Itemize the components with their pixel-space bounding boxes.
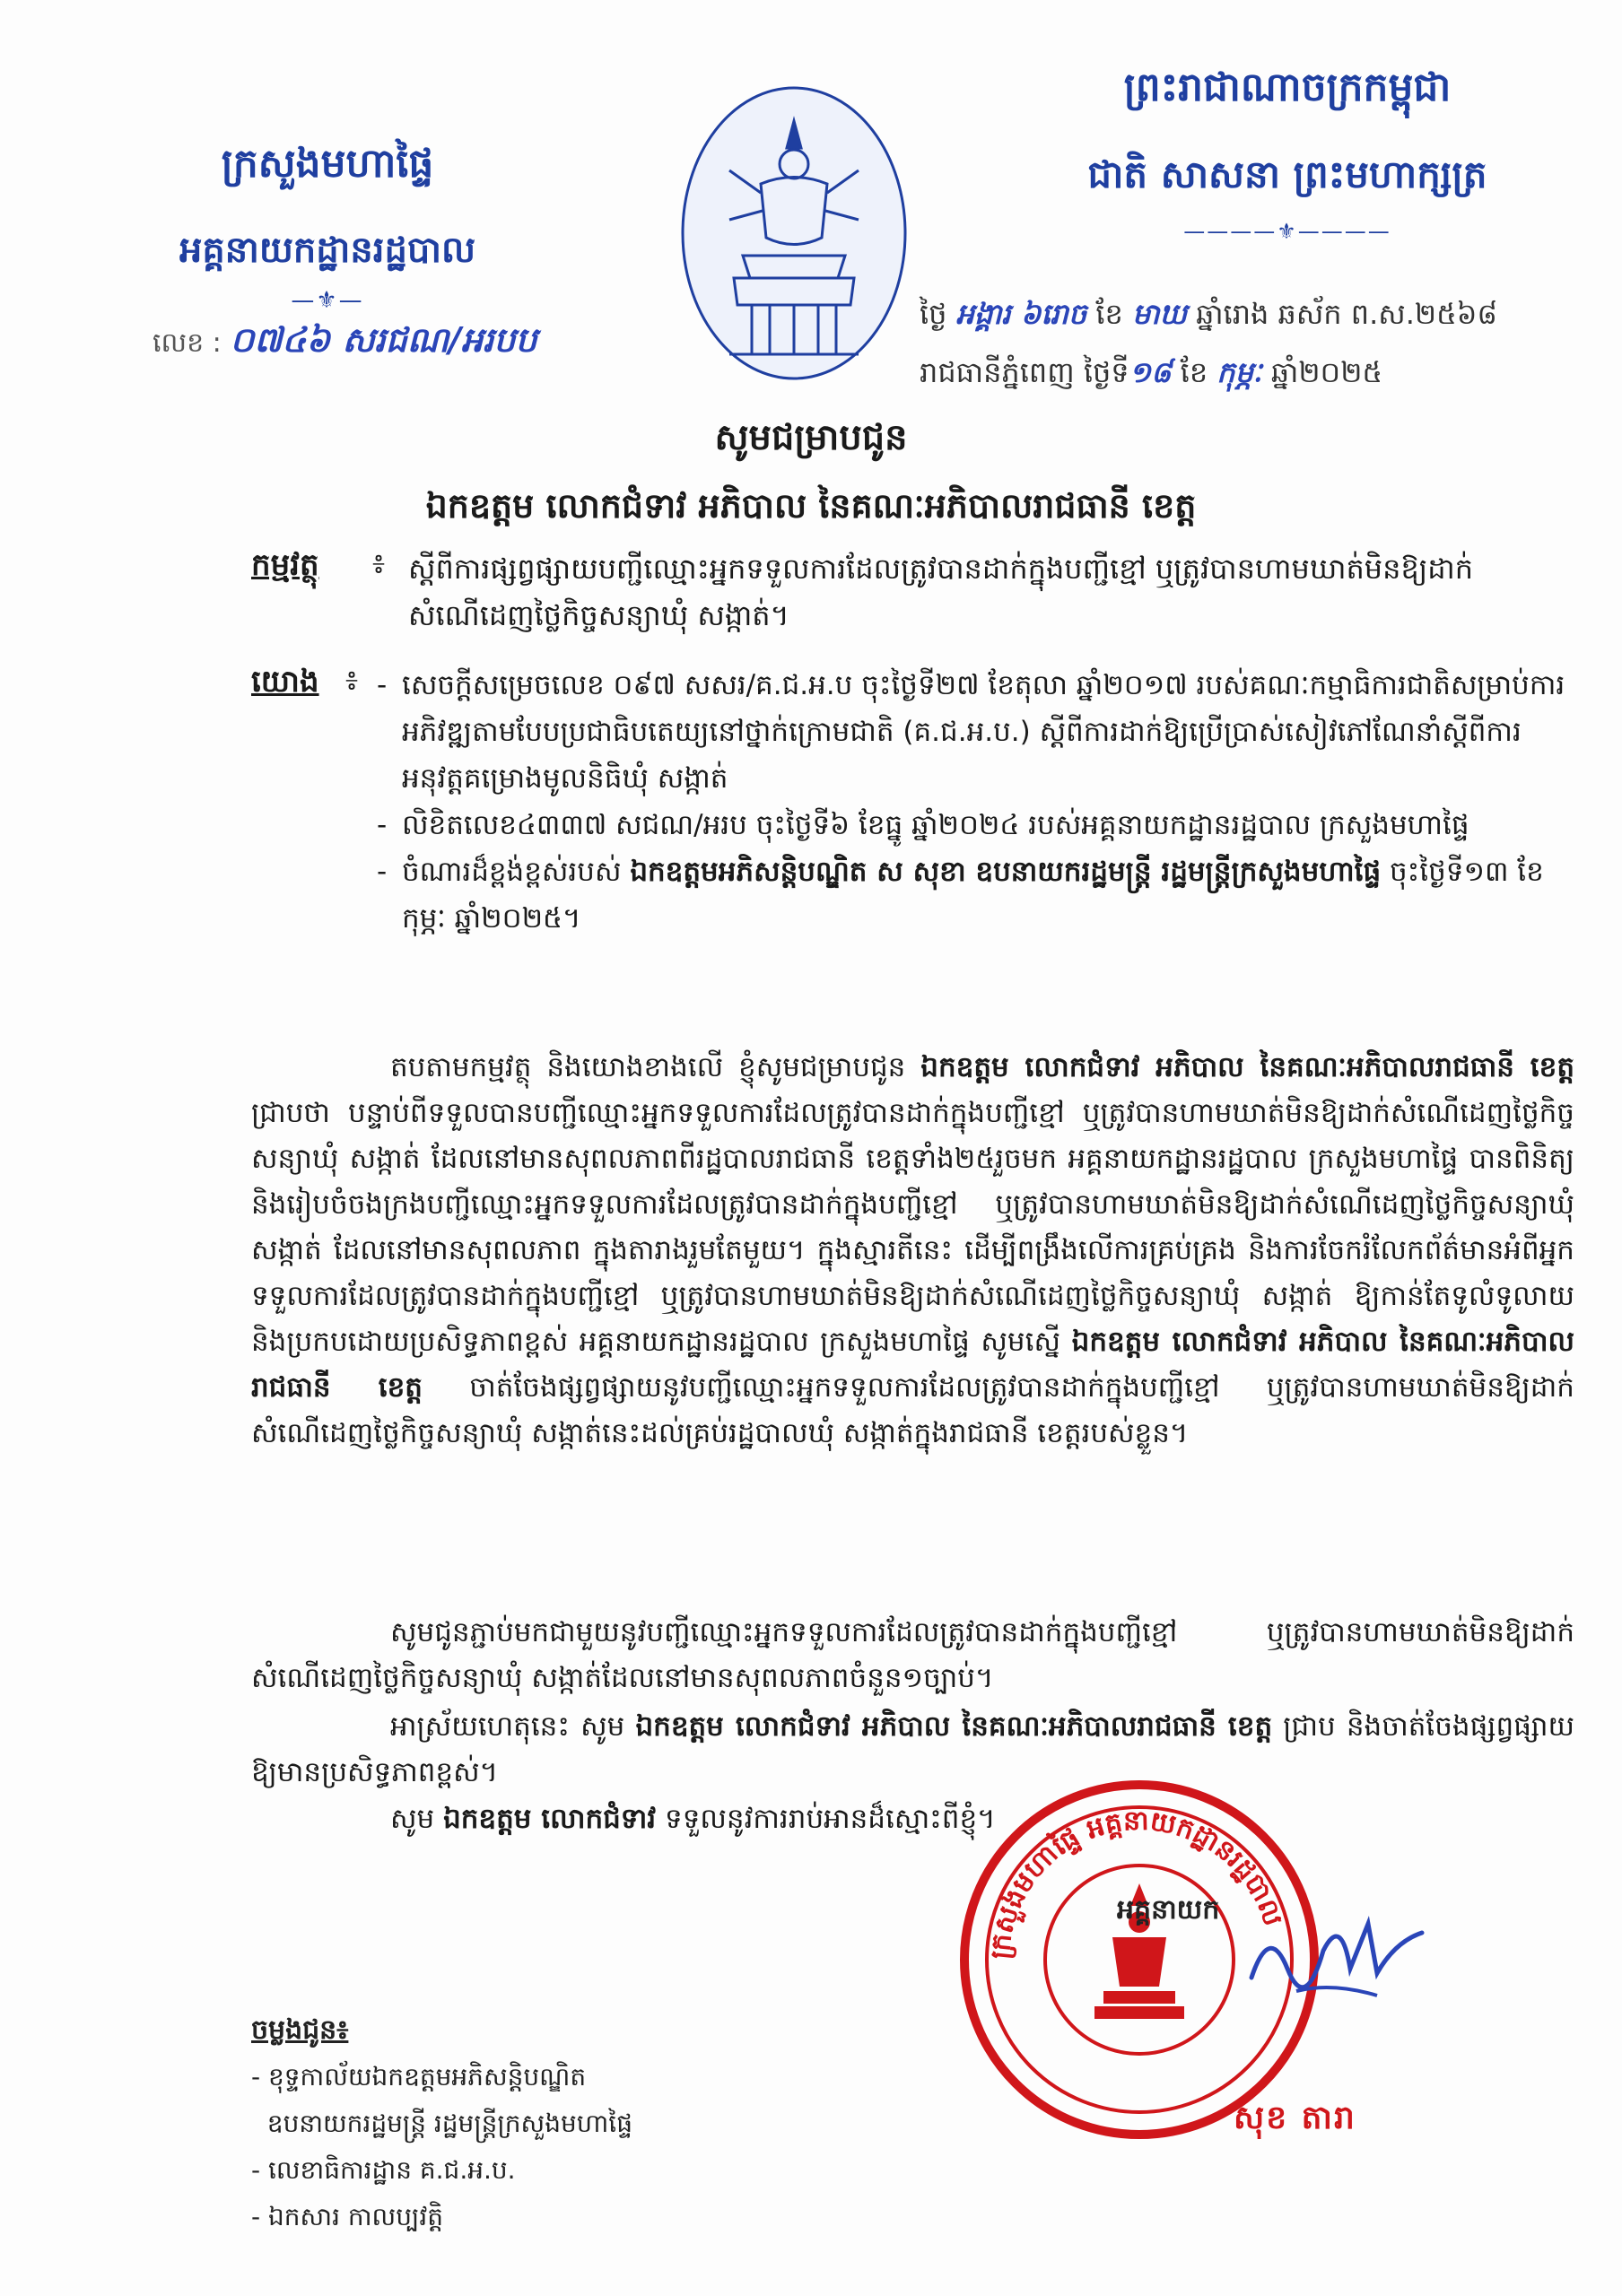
references-colon: ៖ [345,663,359,697]
reference-item: - លិខិតលេខ៤៣៣៧ សជណ/អរប ចុះថ្ងៃទី៦ ខែធ្នូ ឆ្នាំ២០២៤ របស់អគ្គនាយកដ្ឋានរដ្ឋបាល ក្រសួងមហាផ្ទៃ [377,809,1469,841]
subject-colon: ៖ [372,546,386,580]
svg-text:ក្រសួងមហាផ្ទៃ អគ្គនាយកដ្ឋានរដ្: ក្រសួងមហាផ្ទៃ អគ្គនាយកដ្ឋានរដ្ឋបាល [984,1805,1289,1961]
ornament-divider-right: ————⚜———— [1183,219,1391,244]
lunar-date-suffix: ឆ្នាំរោង ឆស័ក ព.ស.២៥៦៨ [1196,297,1498,331]
body-paragraph-4: សូម ឯកឧត្តម លោកជំទាវ ទទួលនូវការរាប់អានដ៏ស្មោះពីខ្ញុំ។ [390,1803,996,1835]
solar-date-day: ១៨ [1129,355,1172,389]
cc-item: - ខុទ្ទកាល័យឯកឧត្តមអភិសន្តិបណ្ឌិត [251,2062,587,2092]
kingdom-header [1072,63,1503,244]
lunar-date-prefix: ថ្ងៃ [920,297,947,331]
signatory-title: អគ្គនាយក [1117,1894,1220,1926]
solar-date-suffix: ឆ្នាំ២០២៥ [1270,355,1383,389]
lunar-date-month: មាឃ [1131,297,1187,331]
solar-date-month: កុម្ភៈ [1216,355,1262,389]
reference-number [153,318,537,369]
reference-number-value: ០៧៤៦ សរជណ/អរបប [230,320,537,360]
lunar-date-weekday: អង្គារ ៦រោច [955,297,1087,331]
body-paragraph-2: សូមជូនភ្ជាប់មកជាមួយនូវបញ្ជីឈ្មោះអ្នកទទួលការដែលត្រូវបានដាក់ក្នុងបញ្ជីខ្មៅ ឬត្រូវបានហាមឃាត់មិនឱ្យដាក់សំណើដេញថ្លៃកិច្ចសន្យាឃុំ សង្កាត់ដែលនៅមានសុពលភាពចំនួន១ច្បាប់។ [251,1616,1574,1694]
subject-label: កម្មវត្ថុ [251,547,319,583]
reference-item: - ចំណារដ៏ខ្ពង់ខ្ពស់របស់ ឯកឧត្តមអភិសន្តិបណ្ឌិត ស សុខា ឧបនាយករដ្ឋមន្ត្រី រដ្ឋមន្ត្រីក្រសួងមហាផ្ទៃ ចុះថ្ងៃទី១៣ ខែកុម្ភៈ ឆ្នាំ២០២៥។ [377,856,1544,935]
references-list [377,662,1574,942]
cc-item: ឧបនាយករដ្ឋមន្ត្រី រដ្ឋមន្ត្រីក្រសួងមហាផ្ទៃ [251,2109,632,2138]
lunar-date [920,296,1497,338]
body-paragraph-1: តបតាមកម្មវត្ថុ និងយោងខាងលើ ខ្ញុំសូមជម្រាបជូន ឯកឧត្តម លោកជំទាវ អភិបាល នៃគណៈអភិបាលរាជធានី ខេត្ត ជ្រាបថា បន្ទាប់ពីទទួលបានបញ្ជីឈ្មោះអ្នកទទួលការដែលត្រូវបានដាក់ក្នុងបញ្ជីខ្មៅ ឬត្រូវបានហាមឃាត់មិនឱ្យដាក់សំណើដេញថ្លៃកិច្ចសន្យាឃុំ សង្កាត់ ដែលនៅមានសុពលភាពពីរដ្ឋបាលរាជធានី ខេត្តទាំង២៥រួចមក អគ្គនាយកដ្ឋានរដ្ឋបាល ក្រសួងមហាផ្ទៃ បានពិនិត្យ និងរៀបចំចងក្រងបញ្ជីឈ្មោះអ្នកទទួលការដែលត្រូវបានដាក់ក្នុងបញ្ជីខ្មៅ ឬត្រូវបានហាមឃាត់មិនឱ្យដាក់សំណើដេញថ្លៃកិច្ចសន្យាឃុំ សង្កាត់ ដែលនៅមានសុពលភាព ក្នុងតារាងរួមតែមួយ។ ក្នុងស្មារតីនេះ ដើម្បីពង្រឹងលើការគ្រប់គ្រង និងការចែករំលែកព័ត៌មានអំពីអ្នកទទួលការដែលត្រូវបានដាក់ក្នុងបញ្ជីខ្មៅ ឬត្រូវបានហាមឃាត់មិនឱ្យដាក់សំណើដេញថ្លៃកិច្ចសន្យាឃុំ សង្កាត់ ឱ្យកាន់តែទូលំទូលាយ និងប្រកបដោយប្រសិទ្ធភាពខ្ពស់ អគ្គនាយកដ្ឋានរដ្ឋបាល ក្រសួងមហាផ្ទៃ សូមស្នើ ឯកឧត្តម លោកជំទាវ អភិបាល នៃគណៈអភិបាលរាជធានី ខេត្ត ចាត់ចែងផ្សព្វផ្សាយនូវបញ្ជីឈ្មោះអ្នកទទួលការដែលត្រូវបានដាក់ក្នុងបញ្ជីខ្មៅ ឬត្រូវបានហាមឃាត់មិនឱ្យដាក់សំណើដេញថ្លៃកិច្ចសន្យាឃុំ សង្កាត់នេះដល់គ្រប់រដ្ឋបាលឃុំ សង្កាត់ក្នុងរាជធានី ខេត្តរបស់ខ្លួន។ [251,1051,1574,1449]
ministry-header [139,139,516,314]
subject-text: ស្តីពីការផ្សព្វផ្សាយបញ្ជីឈ្មោះអ្នកទទួលការដែលត្រូវបានដាក់ក្នុងបញ្ជីខ្មៅ ឬត្រូវបានហាមឃាត់មិនឱ្យដាក់សំណើដេញថ្លៃកិច្ចសន្យាឃុំ សង្កាត់។ [408,552,1474,632]
solar-date-prefix: រាជធានីភ្នំពេញ ថ្ងៃទី [920,355,1129,389]
ornament-divider-left: —⚜— [291,287,364,314]
lunar-date-mid: ខែ [1095,297,1123,331]
handwritten-signature [1243,1888,1431,2013]
reference-item: - សេចក្តីសម្រេចលេខ ០៩៧ សសរ/គ.ជ.អ.ប ចុះថ្ងៃទី២៧ ខែតុលា ឆ្នាំ២០១៧ របស់គណៈកម្មាធិការជាតិសម្រាប់ការអភិវឌ្ឍតាមបែបប្រជាធិបតេយ្យនៅថ្នាក់ក្រោមជាតិ (គ.ជ.អ.ប.) ស្តីពីការដាក់ឱ្យប្រើប្រាស់សៀវភៅណែនាំស្តីពីការអនុវត្តគម្រោងមូលនិធិឃុំ សង្កាត់ [377,669,1565,795]
national-motto: ជាតិ សាសនា ព្រះមហាក្សត្រ [1087,152,1487,196]
references-label: យោង [251,664,319,700]
kingdom-name: ព្រះរាជាណាចក្រកម្ពុជា [1123,65,1452,110]
signatory-name: សុខ តារា [1234,2100,1356,2136]
cc-heading: ចម្លងជូន៖ [251,2014,349,2046]
cc-item: - ឯកសារ កាលប្បវត្តិ [251,2202,443,2231]
cc-list [251,2007,632,2240]
letter-title: សូមជម្រាបជូន [714,417,908,458]
royal-emblem-icon [680,85,909,381]
cc-item: - លេខាធិការដ្ឋាន គ.ជ.អ.ប. [251,2155,516,2185]
solar-date-mid: ខែ [1180,355,1208,389]
ministry-name: ក្រសួងមហាផ្ទៃ [221,141,434,187]
reference-number-label: លេខ : [153,327,222,359]
department-name: អគ្គនាយកដ្ឋានរដ្ឋបាល [179,230,476,271]
body-paragraph-3: អាស្រ័យហេតុនេះ សូម ឯកឧត្តម លោកជំទាវ អភិបាល នៃគណៈអភិបាលរាជធានី ខេត្ត ជ្រាប និងចាត់ចែងផ្សព្វផ្សាយឱ្យមានប្រសិទ្ធភាពខ្ពស់។ [251,1710,1575,1788]
letter-recipient: ឯកឧត្តម លោកជំទាវ អភិបាល នៃគណៈអភិបាលរាជធានី ខេត្ត [425,486,1197,526]
solar-date [920,354,1382,396]
